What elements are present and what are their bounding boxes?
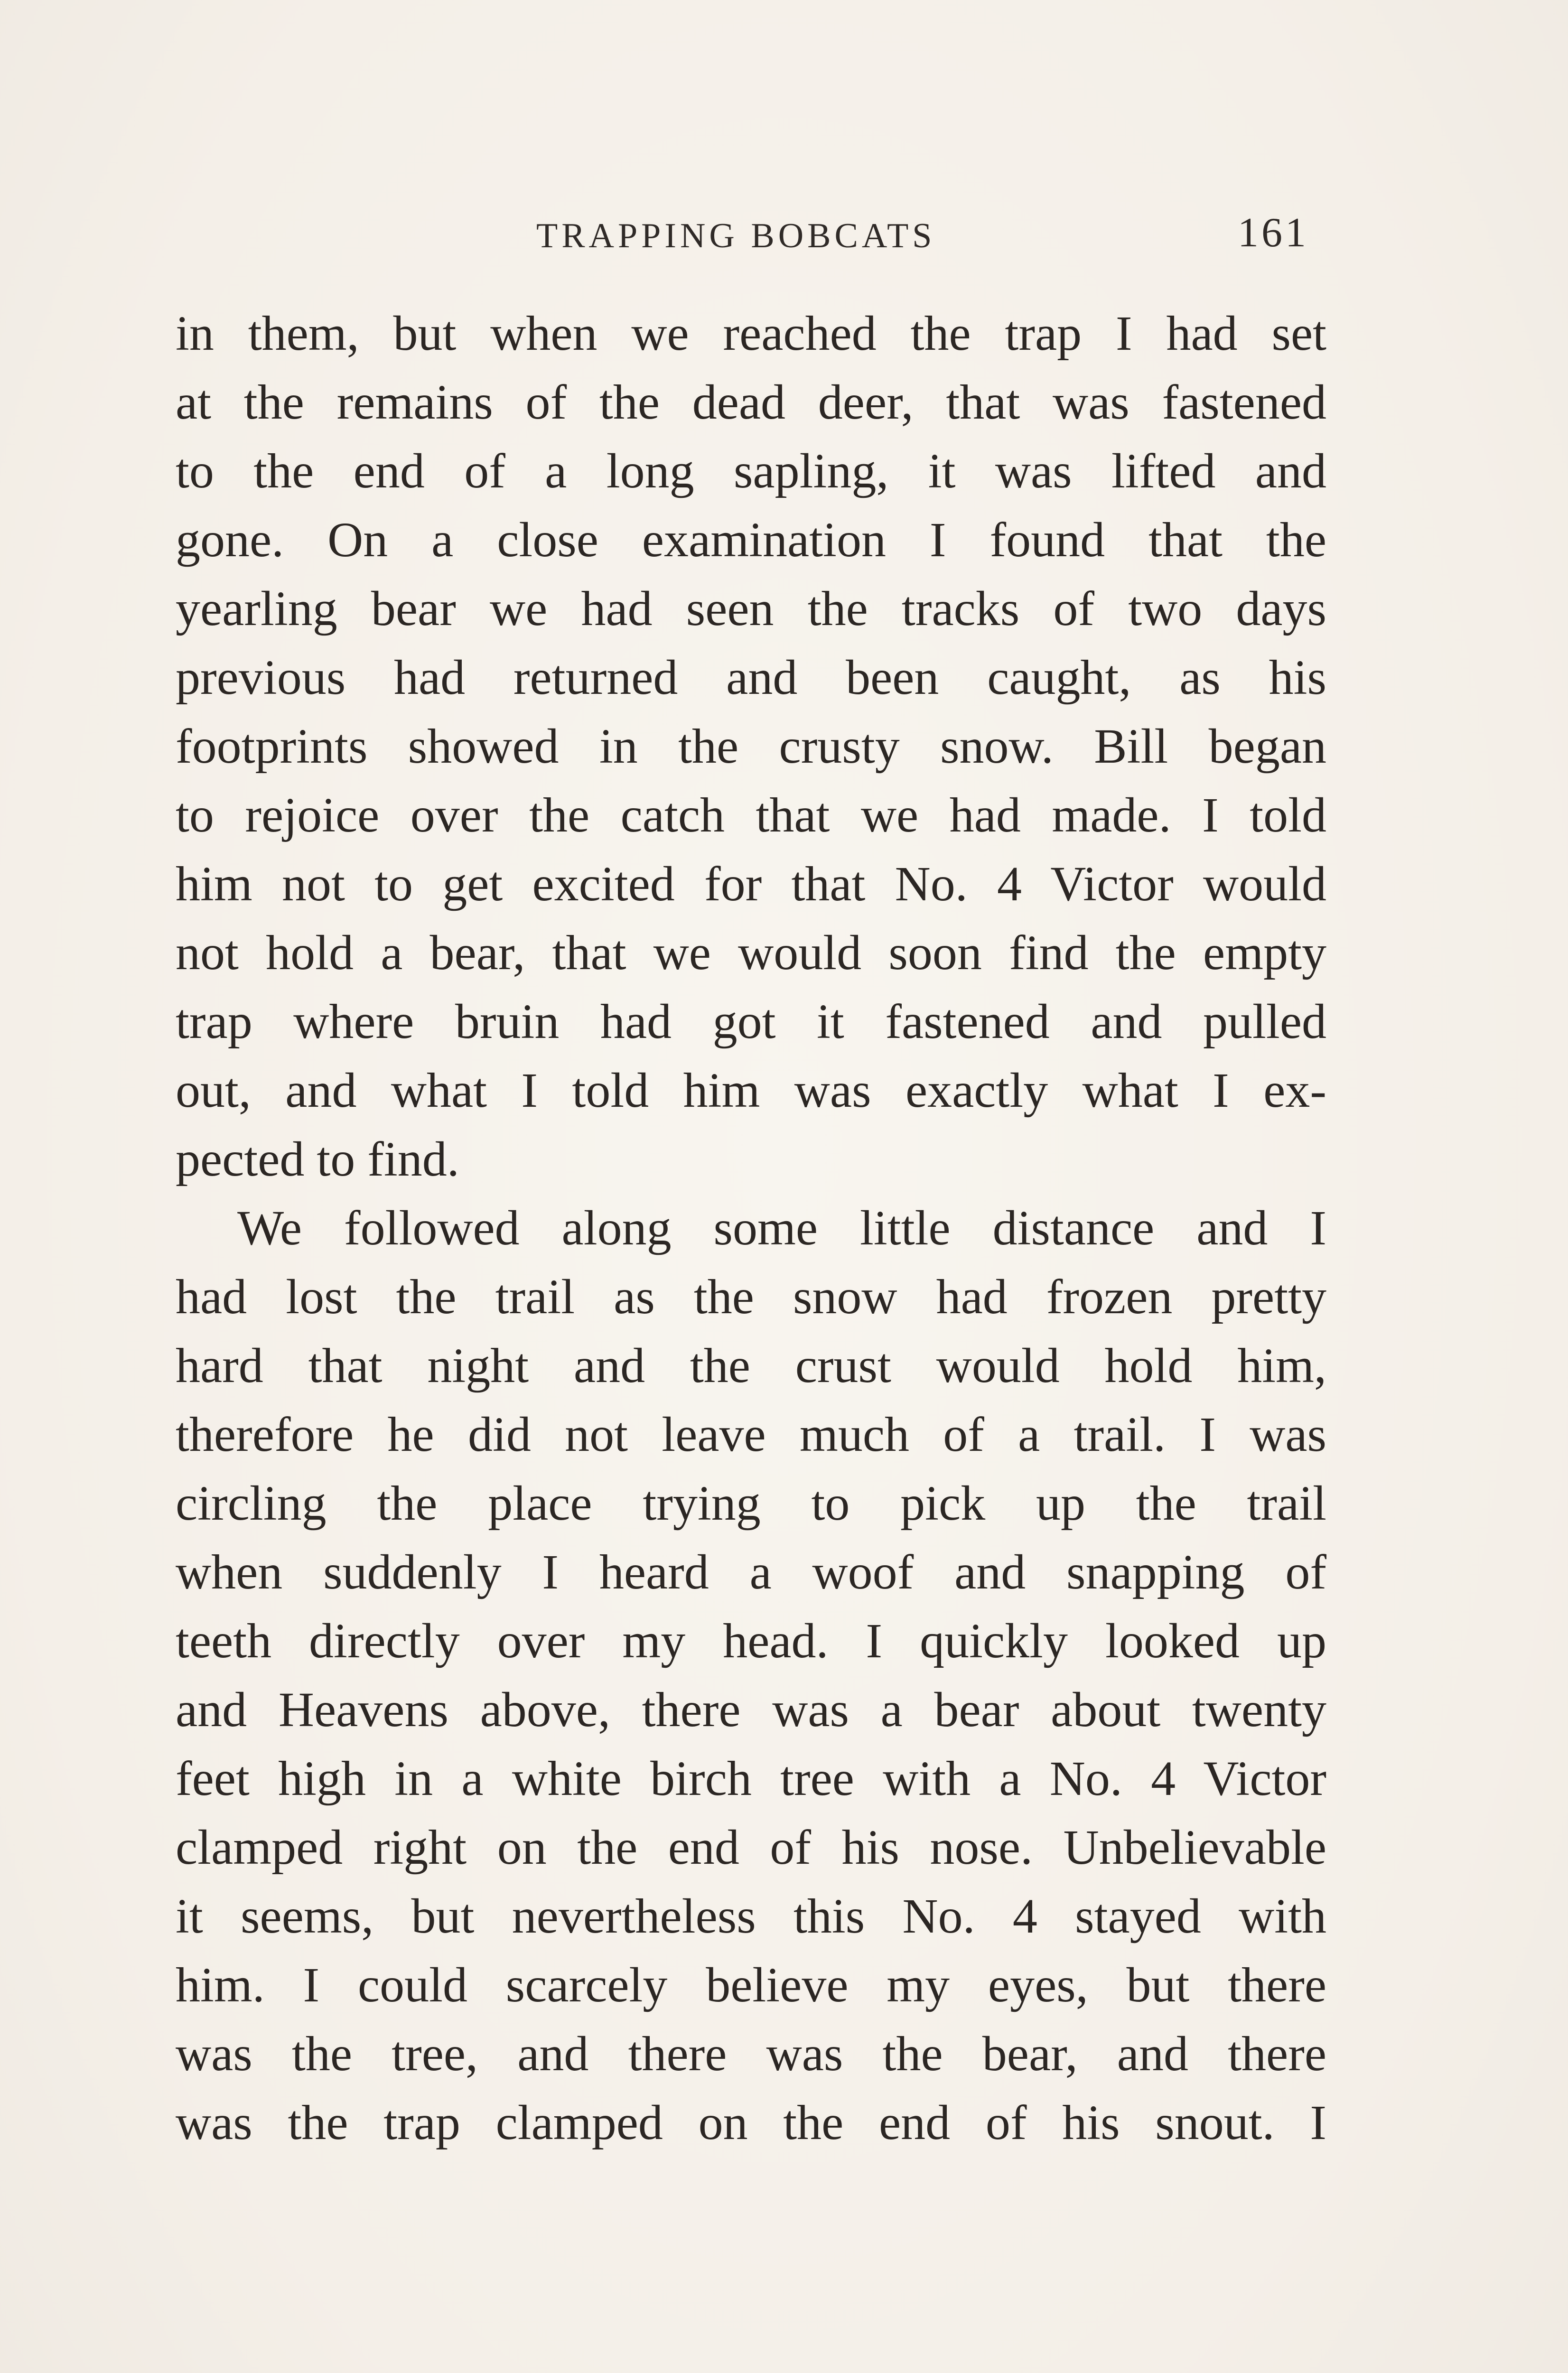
text-line: hard that night and the crust would hold him, xyxy=(176,1338,1326,1393)
paragraph-2 xyxy=(176,1194,1326,2157)
text-line: him not to get excited for that No. 4 Victor would xyxy=(176,857,1326,911)
text-line: was the trap clamped on the end of his snout. I xyxy=(176,2095,1326,2150)
text-line: yearling bear we had seen the tracks of two days xyxy=(176,581,1326,636)
text-line: gone. On a close examination I found that the xyxy=(176,513,1326,567)
text-line: not hold a bear, that we would soon find the empty xyxy=(176,925,1326,980)
page-number: 161 xyxy=(1238,210,1309,256)
text-line: it seems, but nevertheless this No. 4 stayed with xyxy=(176,1889,1326,1943)
text-line: at the remains of the dead deer, that was fastened xyxy=(176,375,1326,430)
text-line: clamped right on the end of his nose. Unbelievable xyxy=(176,1820,1326,1875)
text-line: to the end of a long sapling, it was lifted and xyxy=(176,444,1326,498)
text-line: had lost the trail as the snow had frozen pretty xyxy=(176,1270,1326,1324)
text-line: footprints showed in the crusty snow. Bill began xyxy=(176,719,1326,774)
text-line: feet high in a white birch tree with a No. 4 Victor xyxy=(176,1751,1326,1806)
running-title: TRAPPING BOBCATS xyxy=(536,216,936,255)
text-line: when suddenly I heard a woof and snapping of xyxy=(176,1545,1326,1599)
text-line: therefore he did not leave much of a trail. I was xyxy=(176,1407,1326,1462)
text-line: previous had returned and been caught, as his xyxy=(176,650,1326,705)
text-line: was the tree, and there was the bear, and there xyxy=(176,2027,1326,2081)
paragraph-1 xyxy=(176,299,1326,1194)
text-line: circling the place trying to pick up the trail xyxy=(176,1476,1326,1531)
text-line: teeth directly over my head. I quickly looked up xyxy=(176,1614,1326,1668)
text-line: out, and what I told him was exactly what I ex- xyxy=(176,1063,1326,1118)
text-line: trap where bruin had got it fastened and pulled xyxy=(176,994,1326,1049)
text-line: to rejoice over the catch that we had made. I told xyxy=(176,788,1326,842)
text-line: pected to find. xyxy=(176,1132,459,1186)
text-line: in them, but when we reached the trap I had set xyxy=(176,306,1326,361)
text-line: and Heavens above, there was a bear about twenty xyxy=(176,1682,1326,1737)
body-text xyxy=(176,299,1326,2157)
text-line: him. I could scarcely believe my eyes, but there xyxy=(176,1958,1326,2012)
text-line: We followed along some little distance and I xyxy=(237,1201,1326,1255)
